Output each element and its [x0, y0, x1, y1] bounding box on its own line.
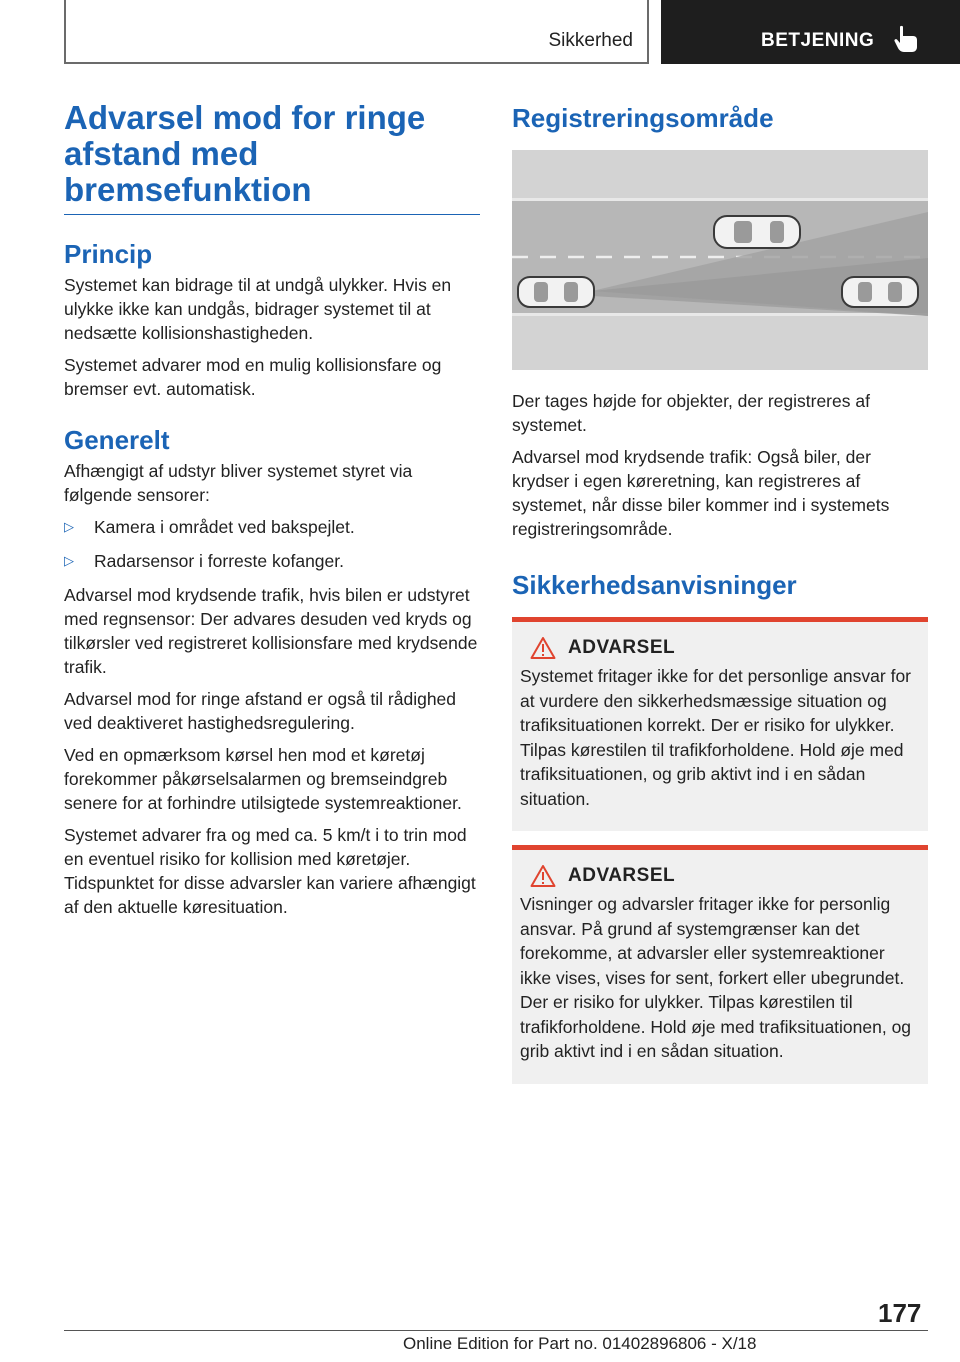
pointing-hand-icon	[893, 25, 919, 53]
detection-paragraph: Advarsel mod krydsende trafik: Også biler, der krydser i egen køreretning, kan registreres af systemet, når disse biler kommer ind i systemets registreringsområde.	[512, 447, 890, 539]
triangle-bullet-icon: ▷	[64, 519, 74, 534]
header-section-box	[64, 0, 649, 64]
page-number: 177	[878, 1298, 922, 1328]
general-heading: Generelt	[64, 425, 170, 455]
footer-edition: Online Edition for Part no. 01402896806 - X/18	[403, 1334, 757, 1353]
warning-text: Visninger og advarsler fritager ikke for personlig ansvar. På grund af systemgrænser kan det forekomme, at advarsler eller systemreaktioner ikke vises, vises for sent, forkert eller ubegrundet. Der er risiko for ulykker. Tilpas kørestilen til trafikforholdene. Hold øje med trafiksituationen, og grib aktivt ind i en sådan situation.	[520, 894, 912, 1061]
general-paragraph: Systemet advarer fra og med ca. 5 km/t i to trin mod en eventuel risiko for kollision med køretøjer. Tidspunktet for disse advarsler kan variere afhængigt af den aktuelle køresituation.	[64, 825, 476, 917]
page-title: Advarsel mod for ringe afstand med bremsefunktion	[64, 100, 480, 215]
principle-paragraph: Systemet kan bidrage til at undgå ulykker. Hvis en ulykke ikke kan undgås, bidrager systemet til at nedsætte kollisionshastigheden.	[64, 275, 452, 343]
warning-box	[512, 617, 928, 831]
header-section-title: Sikkerhed	[548, 30, 633, 51]
road-edge-bottom	[512, 313, 928, 316]
bullet-item	[64, 549, 480, 573]
header-chapter-box	[661, 0, 960, 64]
warning-text: Systemet fritager ikke for det personlige ansvar for at vurdere den sikkerhedsmæssige situation og trafiksituationen korrekt. Der er risiko for ulykker. Tilpas kørestilen til trafikforholdene. Hold øje med trafiksituationen, og grib aktivt ind i en sådan situation.	[520, 666, 912, 809]
bullet-text: Kamera i området ved bakspejlet.	[94, 517, 355, 537]
right-column	[512, 100, 928, 1096]
general-intro: Afhængigt af udstyr bliver systemet styret via følgende sensorer:	[64, 461, 413, 505]
warning-title: ADVARSEL	[568, 865, 676, 886]
warning-box	[512, 845, 928, 1084]
road-edge-top	[512, 198, 928, 201]
general-paragraph: Advarsel mod for ringe afstand er også til rådighed ved deaktiveret hastighedsregulering.	[64, 689, 457, 733]
bullet-item	[64, 515, 480, 539]
left-column	[64, 100, 480, 927]
warning-triangle-icon	[530, 636, 556, 660]
own-car	[518, 277, 594, 307]
warning-title: ADVARSEL	[568, 637, 676, 658]
detection-area-illustration	[512, 150, 928, 370]
principle-heading: Princip	[64, 239, 153, 269]
bullet-text: Radarsensor i forreste kofanger.	[94, 551, 344, 571]
car-ahead-same-lane	[842, 277, 918, 307]
warning-header	[520, 636, 920, 660]
warning-triangle-icon	[530, 864, 556, 888]
triangle-bullet-icon: ▷	[64, 553, 74, 568]
detection-paragraph: Der tages højde for objekter, der registreres af systemet.	[512, 391, 870, 435]
detection-heading: Registreringsområde	[512, 103, 774, 133]
header-chapter-title: BETJENING	[761, 30, 875, 51]
footer-divider	[64, 1330, 928, 1331]
general-paragraph: Advarsel mod krydsende trafik, hvis bilen er udstyret med regnsensor: Der advares desuden ved kryds og tilkørsler ved registreret kollisionsfare med krydsende trafik.	[64, 585, 478, 677]
principle-paragraph: Systemet advarer mod en mulig kollisionsfare og bremser evt. automatisk.	[64, 355, 442, 399]
warning-header	[520, 864, 920, 888]
safety-heading: Sikkerhedsanvisninger	[512, 570, 797, 600]
car-ahead-left-lane	[714, 216, 800, 248]
general-paragraph: Ved en opmærksom kørsel hen mod et køretøj forekommer påkørselsalarmen og bremseindgreb senere for at forhindre utilsigtede systemreaktioner.	[64, 745, 462, 813]
